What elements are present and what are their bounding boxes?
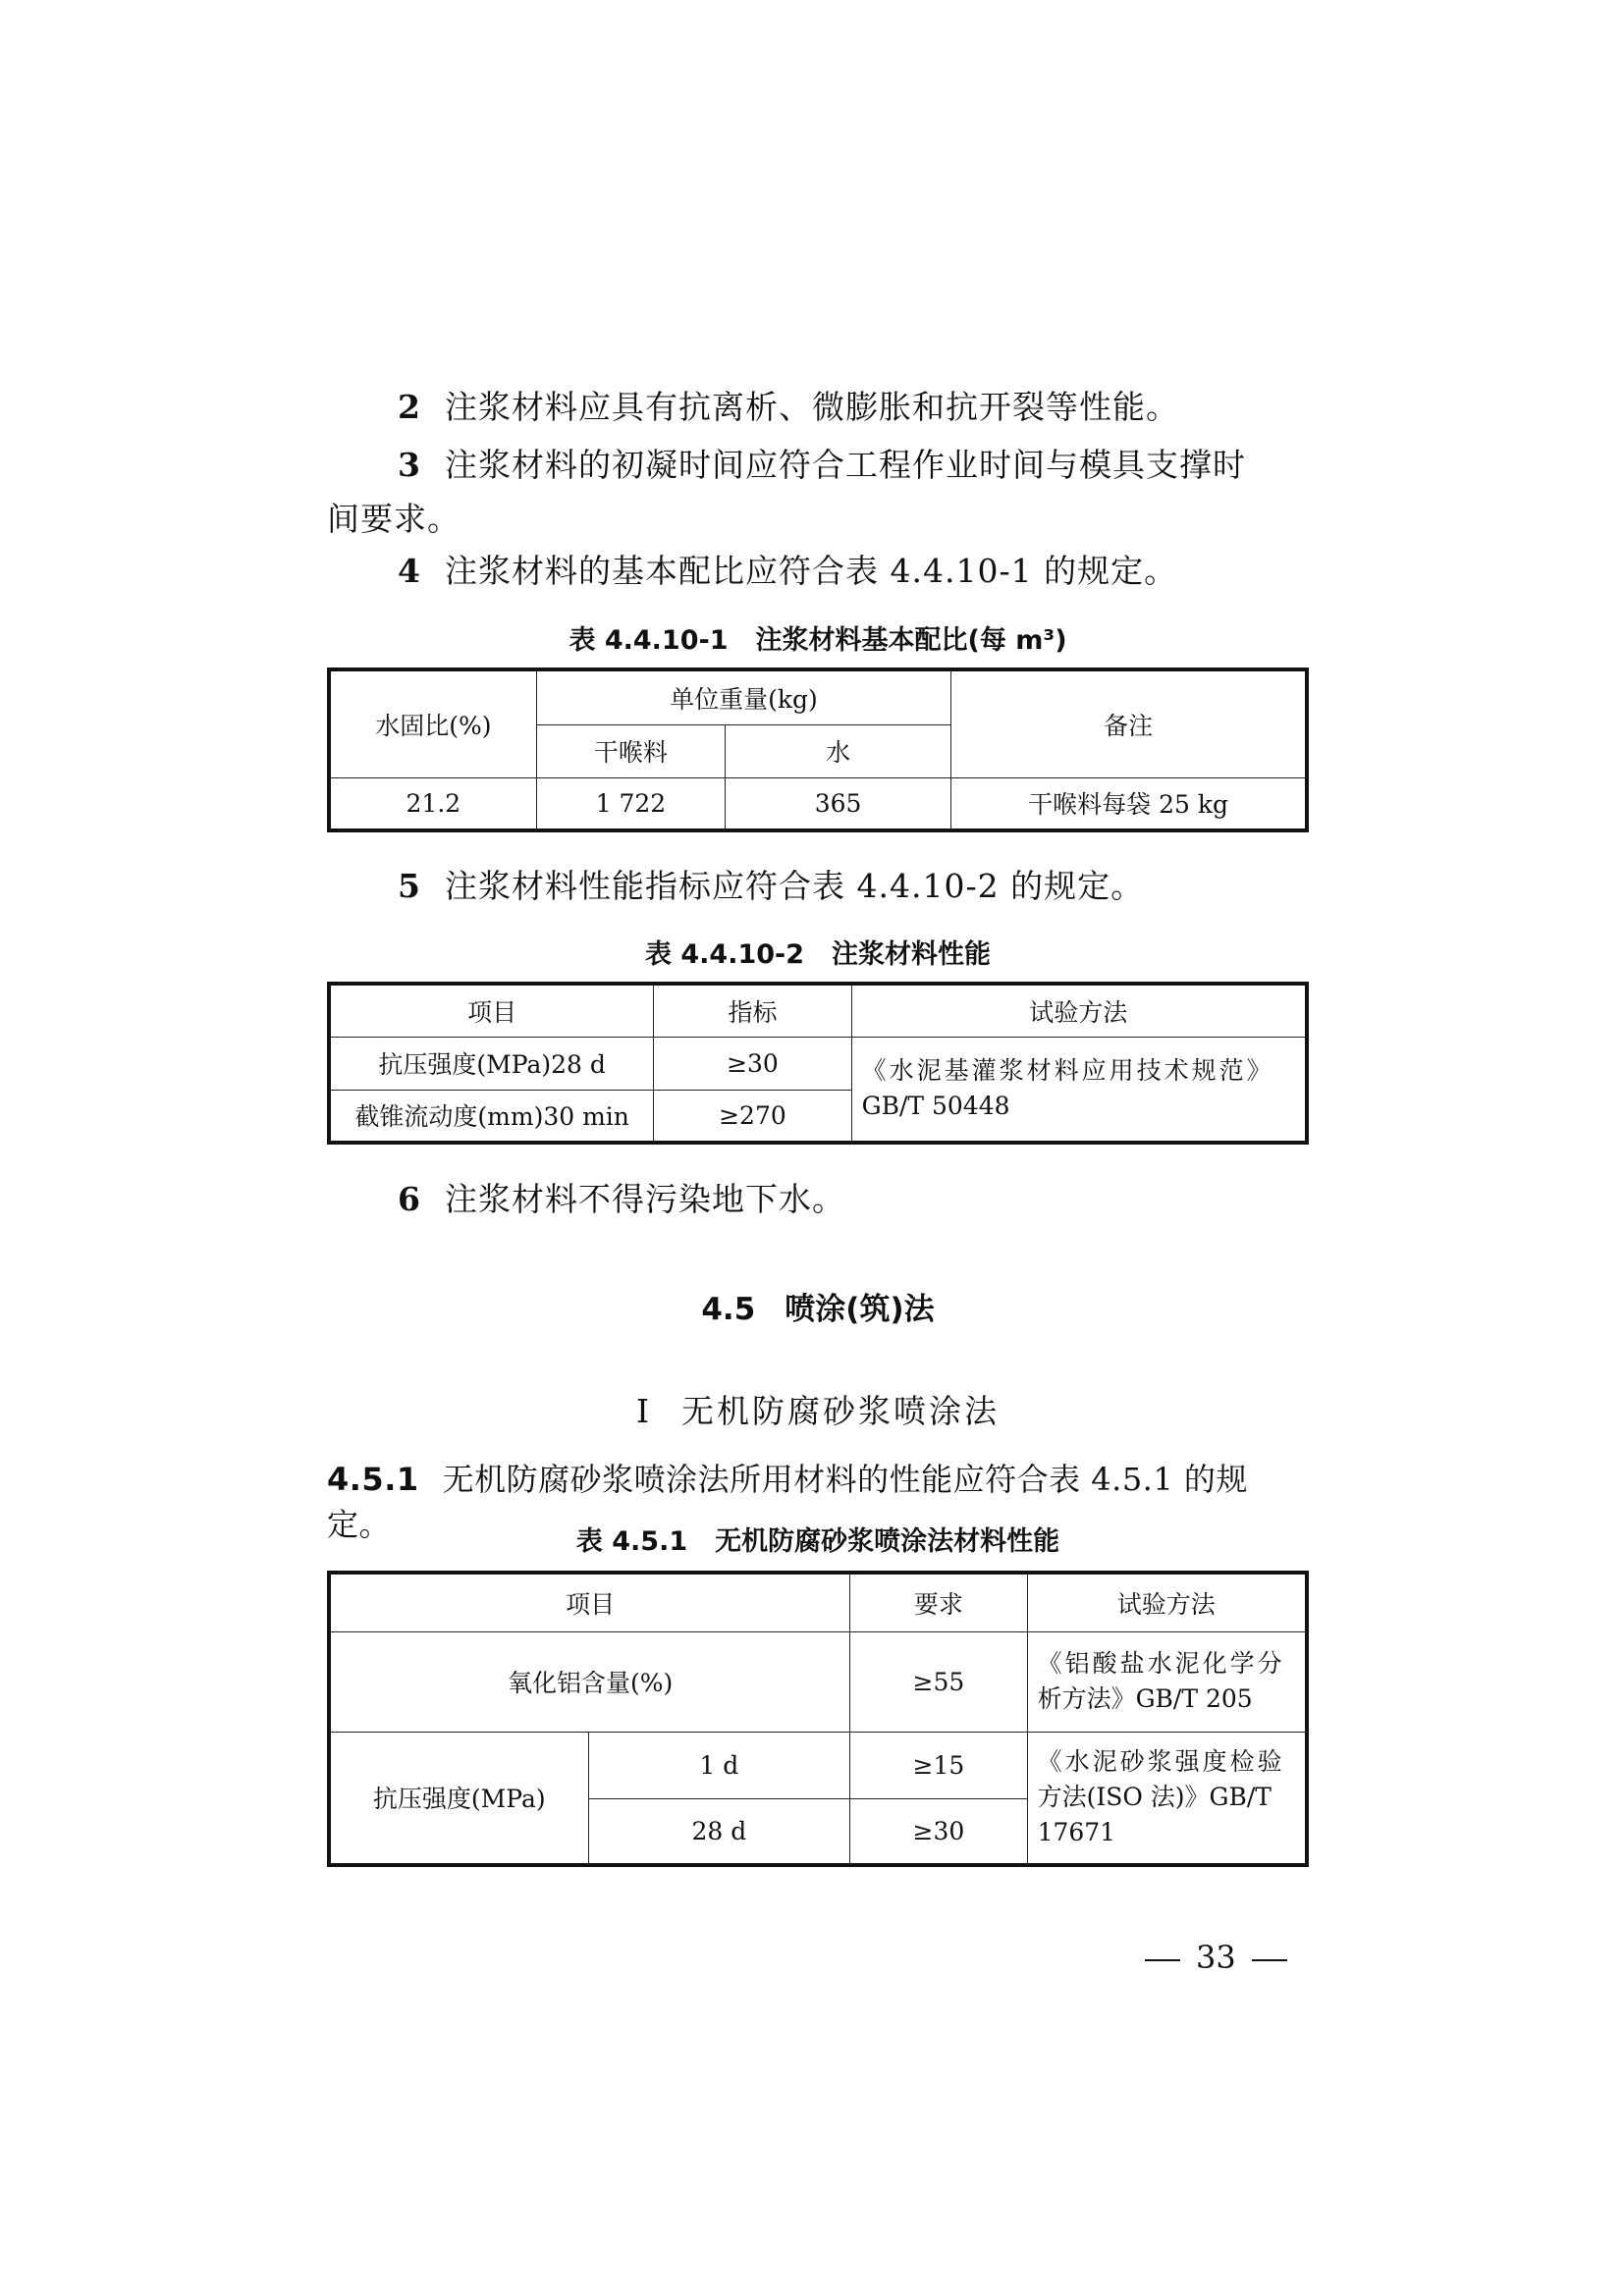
item-text: 注浆材料应具有抗离析、微膨胀和抗开裂等性能。 — [445, 388, 1179, 426]
header-cell: 试验方法 — [851, 984, 1307, 1037]
table-number: 表 4.5.1 — [575, 1526, 688, 1557]
list-item-6 — [327, 1173, 1309, 1226]
header-cell: 水 — [726, 724, 951, 777]
section-heading — [327, 1284, 1309, 1328]
table-caption — [327, 1520, 1309, 1558]
table-row — [329, 1037, 1307, 1090]
dash — [1145, 1959, 1180, 1961]
table-cell: ≥15 — [850, 1732, 1027, 1798]
subsection-number: Ⅰ — [635, 1392, 653, 1430]
method-line: 17671 — [1037, 1818, 1116, 1847]
header-cell: 项目 — [329, 984, 654, 1037]
method-line: GB/T 50448 — [861, 1092, 1010, 1121]
table-cell: 365 — [726, 777, 951, 830]
subsection-heading — [327, 1386, 1309, 1432]
clause-text: 无机防腐砂浆喷涂法所用材料的性能应符合表 4.5.1 的规定。 — [327, 1461, 1248, 1543]
header-cell: 干喉料 — [536, 724, 725, 777]
method-cell — [1027, 1631, 1307, 1732]
table-row — [329, 1631, 1307, 1732]
item-continuation: 间要求。 — [327, 500, 460, 538]
dash — [1252, 1959, 1287, 1961]
header-cell: 要求 — [850, 1573, 1027, 1631]
list-item-3 — [327, 439, 1309, 492]
performance-table — [327, 982, 1309, 1145]
table-cell: 干喉料每袋 25 kg — [951, 777, 1307, 830]
clause-number: 4.5.1 — [327, 1461, 419, 1498]
table-cell: 1 d — [588, 1732, 850, 1798]
method-cell — [1027, 1732, 1307, 1865]
list-item-2 — [327, 381, 1309, 434]
table-cell: 1 722 — [536, 777, 725, 830]
item-number: 2 — [398, 388, 421, 426]
item-text: 注浆材料的基本配比应符合表 4.4.10-1 的规定。 — [445, 552, 1178, 590]
table-cell: ≥30 — [850, 1798, 1027, 1865]
mix-ratio-table — [327, 667, 1309, 832]
mortar-properties-table — [327, 1571, 1309, 1867]
table-cell: 抗压强度(MPa) — [329, 1732, 588, 1865]
header-cell: 备注 — [951, 669, 1307, 777]
method-line: 《水泥砂浆强度检验 — [1037, 1747, 1285, 1777]
table-cell: 氧化铝含量(%) — [329, 1631, 850, 1732]
table-row — [329, 777, 1307, 830]
item-text: 注浆材料不得污染地下水。 — [445, 1180, 845, 1218]
table-cell: 截锥流动度(mm)30 min — [329, 1090, 654, 1143]
method-cell — [851, 1037, 1307, 1143]
table-caption — [327, 933, 1309, 971]
item-number: 5 — [398, 867, 421, 905]
table-cell: ≥55 — [850, 1631, 1027, 1732]
section-title: 喷涂(筑)法 — [785, 1292, 935, 1327]
list-item-4 — [327, 545, 1309, 598]
item-text: 注浆材料性能指标应符合表 4.4.10-2 的规定。 — [445, 867, 1145, 905]
table-cell: 21.2 — [329, 777, 536, 830]
table-caption — [327, 618, 1309, 657]
header-cell: 单位重量(kg) — [536, 669, 950, 724]
table-title: 注浆材料基本配比(每 m³) — [755, 625, 1067, 656]
section-number: 4.5 — [701, 1292, 756, 1327]
header-cell: 水固比(%) — [329, 669, 536, 777]
header-cell: 项目 — [329, 1573, 850, 1631]
table-number: 表 4.4.10-1 — [568, 625, 729, 656]
table-cell: 28 d — [588, 1798, 850, 1865]
method-line: 析方法》GB/T 205 — [1037, 1684, 1253, 1713]
page-number — [1129, 1939, 1303, 1976]
table-row — [329, 1732, 1307, 1798]
method-line: 方法(ISO 法)》GB/T — [1037, 1783, 1272, 1812]
header-cell: 指标 — [654, 984, 851, 1037]
method-line: 《铝酸盐水泥化学分 — [1037, 1649, 1285, 1678]
table-title: 注浆材料性能 — [832, 939, 992, 970]
subsection-title: 无机防腐砂浆喷涂法 — [681, 1392, 1001, 1430]
table-title: 无机防腐砂浆喷涂法材料性能 — [715, 1526, 1060, 1557]
table-cell: 抗压强度(MPa)28 d — [329, 1037, 654, 1090]
page-number-text: 33 — [1196, 1939, 1236, 1976]
list-item-5 — [327, 860, 1309, 913]
item-text: 注浆材料的初凝时间应符合工程作业时间与模具支撑时 — [445, 446, 1246, 484]
method-line: 《水泥基灌浆材料应用技术规范》 — [861, 1056, 1274, 1086]
item-number: 4 — [398, 552, 421, 590]
table-cell: ≥270 — [654, 1090, 851, 1143]
table-cell: ≥30 — [654, 1037, 851, 1090]
header-cell: 试验方法 — [1027, 1573, 1307, 1631]
table-number: 表 4.4.10-2 — [644, 939, 805, 970]
item-number: 3 — [398, 446, 421, 484]
item-number: 6 — [398, 1180, 421, 1218]
